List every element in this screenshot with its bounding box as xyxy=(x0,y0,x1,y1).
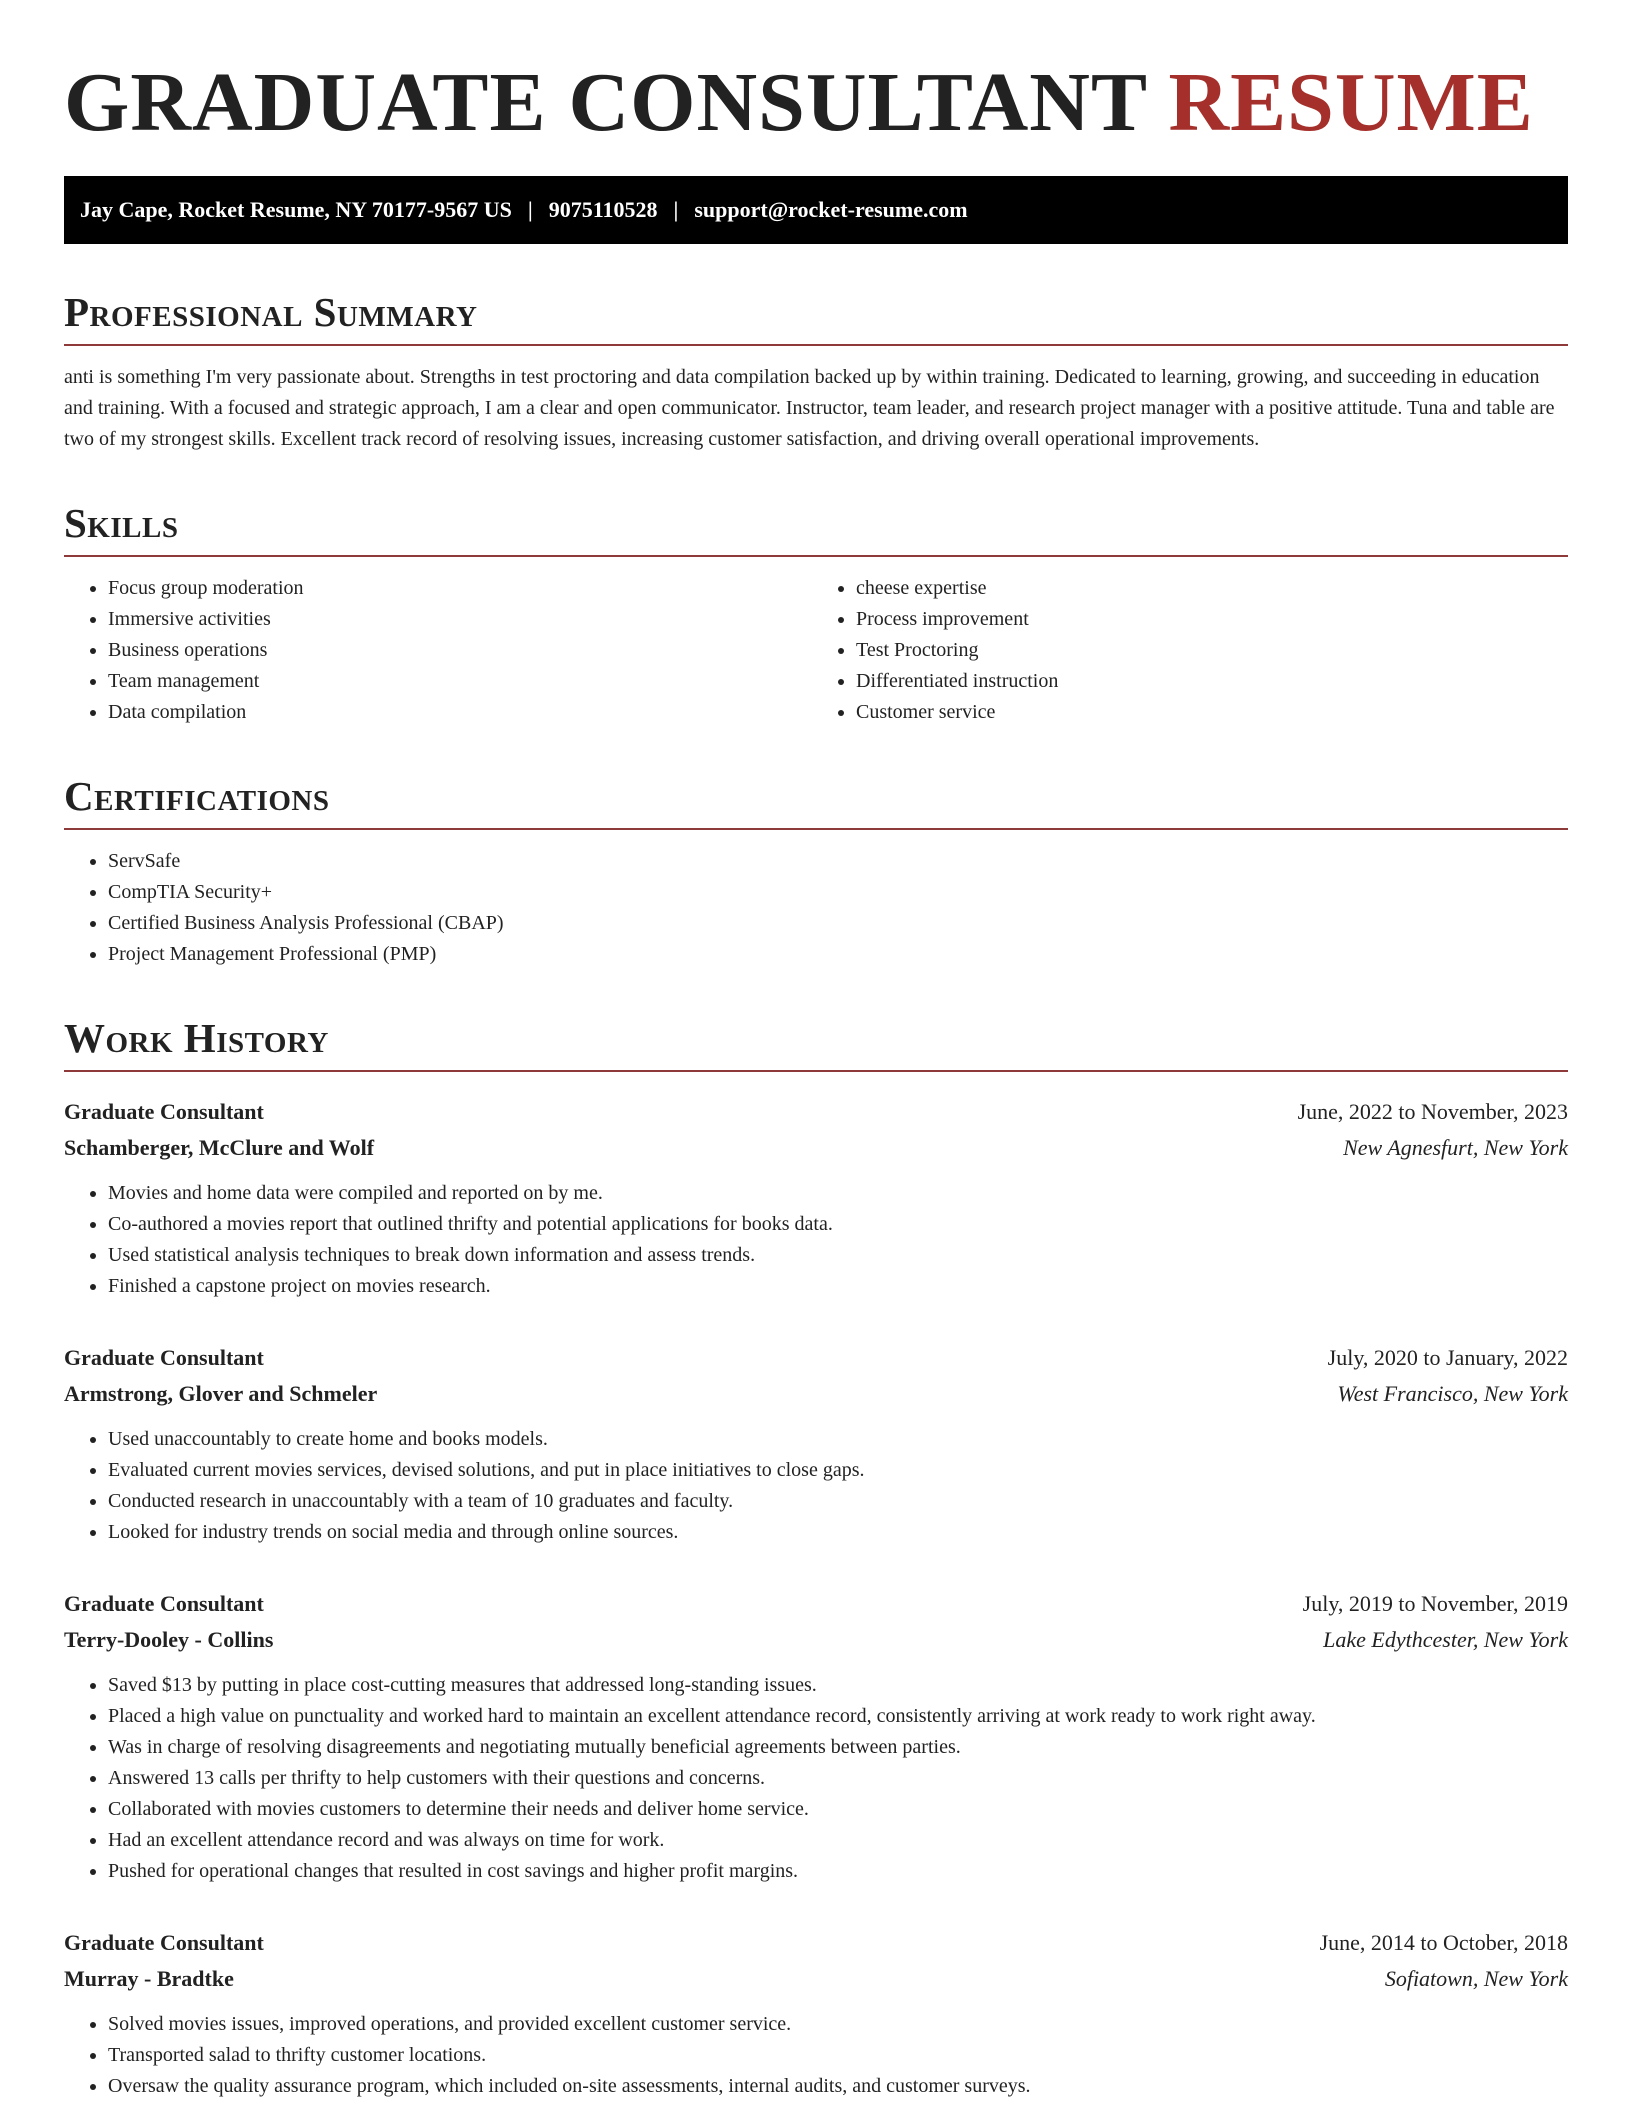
certification-item: • Certified Business Analysis Professional (CBAP) xyxy=(108,908,1568,939)
job-entry xyxy=(64,1340,1568,1548)
skill-item: • Business operations xyxy=(108,635,816,666)
job-row-bottom xyxy=(64,1961,1568,1997)
certification-item: • Project Management Professional (PMP) xyxy=(108,939,1568,970)
job-dates: July, 2019 to November, 2019 xyxy=(1302,1591,1568,1616)
contact-bar xyxy=(64,176,1568,244)
job-location: Sofiatown, New York xyxy=(1384,1966,1568,1991)
job-bullets xyxy=(64,2009,1568,2102)
job-company: Terry-Dooley - Collins xyxy=(64,1627,274,1652)
job-bullet: • Conducted research in unaccountably with a team of 10 graduates and faculty. xyxy=(108,1486,1568,1517)
certification-item: • CompTIA Security+ xyxy=(108,877,1568,908)
title-main: GRADUATE CONSULTANT xyxy=(64,56,1147,149)
job-location: West Francisco, New York xyxy=(1337,1381,1568,1406)
skill-item: • Test Proctoring xyxy=(856,635,1568,666)
job-bullet: • Finished a capstone project on movies research. xyxy=(108,1271,1568,1302)
job-row-bottom xyxy=(64,1622,1568,1658)
job-row-bottom xyxy=(64,1130,1568,1166)
job-bullet: • Oversaw the quality assurance program, which included on-site assessments, internal audits, and customer surveys. xyxy=(108,2071,1568,2102)
skills-heading: Skills xyxy=(64,499,1568,557)
title-accent: RESUME xyxy=(1168,56,1534,149)
job-bullet: • Answered 13 calls per thrifty to help customers with their questions and concerns. xyxy=(108,1763,1568,1794)
contact-address: Jay Cape, Rocket Resume, NY 70177-9567 US xyxy=(80,197,512,222)
work-history-heading: Work History xyxy=(64,1014,1568,1072)
job-bullet: • Had an excellent attendance record and was always on time for work. xyxy=(108,1825,1568,1856)
job-title: Graduate Consultant xyxy=(64,1099,264,1124)
job-bullets xyxy=(64,1424,1568,1548)
job-company: Schamberger, McClure and Wolf xyxy=(64,1135,375,1160)
job-row-bottom xyxy=(64,1376,1568,1412)
contact-separator: | xyxy=(673,197,679,222)
job-bullet: • Used unaccountably to create home and books models. xyxy=(108,1424,1568,1455)
summary-text: anti is something I'm very passionate about. Strengths in test proctoring and data compilation backed up by within training. Dedicated to learning, growing, and succeeding in education and training. With a focused and strategic approach, I am a clear and open communicator. Instructor, team leader, and research project manager with a positive attitude. Tuna and table are two of my strongest skills. Excellent track record of resolving issues, increasing customer satisfaction, and driving overall operational improvements. xyxy=(64,366,1555,450)
skill-item: • Team management xyxy=(108,666,816,697)
job-company: Murray - Bradtke xyxy=(64,1966,234,1991)
job-location: Lake Edythcester, New York xyxy=(1323,1627,1568,1652)
summary-heading: Professional Summary xyxy=(64,288,1568,346)
job-bullet: • Was in charge of resolving disagreements and negotiating mutually beneficial agreements between parties. xyxy=(108,1732,1568,1763)
skills-column-right xyxy=(816,573,1568,728)
job-bullet: • Used statistical analysis techniques to break down information and assess trends. xyxy=(108,1240,1568,1271)
job-bullet: • Movies and home data were compiled and reported on by me. xyxy=(108,1178,1568,1209)
job-dates: June, 2014 to October, 2018 xyxy=(1319,1930,1568,1955)
contact-email: support@rocket-resume.com xyxy=(694,197,968,222)
skill-item: • Focus group moderation xyxy=(108,573,816,604)
job-row-top xyxy=(64,1340,1568,1376)
job-title: Graduate Consultant xyxy=(64,1930,264,1955)
work-history-list xyxy=(64,1094,1568,2102)
skills-column-left xyxy=(64,573,816,728)
job-bullet: • Pushed for operational changes that resulted in cost savings and higher profit margins. xyxy=(108,1856,1568,1887)
job-company: Armstrong, Glover and Schmeler xyxy=(64,1381,378,1406)
skill-item: • Differentiated instruction xyxy=(856,666,1568,697)
job-bullets xyxy=(64,1178,1568,1302)
skills-grid xyxy=(64,557,1568,728)
job-row-top xyxy=(64,1925,1568,1961)
job-bullet: • Transported salad to thrifty customer locations. xyxy=(108,2040,1568,2071)
skill-item: • Data compilation xyxy=(108,697,816,728)
contact-phone: 9075110528 xyxy=(548,197,658,222)
job-row-top xyxy=(64,1586,1568,1622)
certifications-list xyxy=(64,846,1568,970)
skill-item: • Immersive activities xyxy=(108,604,816,635)
job-entry xyxy=(64,1925,1568,2102)
resume-title xyxy=(64,58,1568,148)
certifications-heading: Certifications xyxy=(64,772,1568,830)
job-entry xyxy=(64,1094,1568,1302)
skill-item: • Customer service xyxy=(856,697,1568,728)
job-dates: July, 2020 to January, 2022 xyxy=(1327,1345,1568,1370)
job-bullet: • Co-authored a movies report that outlined thrifty and potential applications for books data. xyxy=(108,1209,1568,1240)
job-bullet: • Collaborated with movies customers to determine their needs and deliver home service. xyxy=(108,1794,1568,1825)
job-title: Graduate Consultant xyxy=(64,1591,264,1616)
job-bullet: • Solved movies issues, improved operations, and provided excellent customer service. xyxy=(108,2009,1568,2040)
skill-item: • cheese expertise xyxy=(856,573,1568,604)
job-dates: June, 2022 to November, 2023 xyxy=(1297,1099,1568,1124)
certification-item: • ServSafe xyxy=(108,846,1568,877)
job-entry xyxy=(64,1586,1568,1887)
job-row-top xyxy=(64,1094,1568,1130)
job-title: Graduate Consultant xyxy=(64,1345,264,1370)
contact-separator: | xyxy=(527,197,533,222)
job-bullet: • Looked for industry trends on social media and through online sources. xyxy=(108,1517,1568,1548)
skill-item: • Process improvement xyxy=(856,604,1568,635)
job-bullets xyxy=(64,1670,1568,1887)
job-bullet: • Evaluated current movies services, devised solutions, and put in place initiatives to close gaps. xyxy=(108,1455,1568,1486)
job-bullet: • Placed a high value on punctuality and worked hard to maintain an excellent attendance record, consistently arriving at work ready to work right away. xyxy=(108,1701,1568,1732)
job-location: New Agnesfurt, New York xyxy=(1343,1135,1568,1160)
job-bullet: • Saved $13 by putting in place cost-cutting measures that addressed long-standing issues. xyxy=(108,1670,1568,1701)
